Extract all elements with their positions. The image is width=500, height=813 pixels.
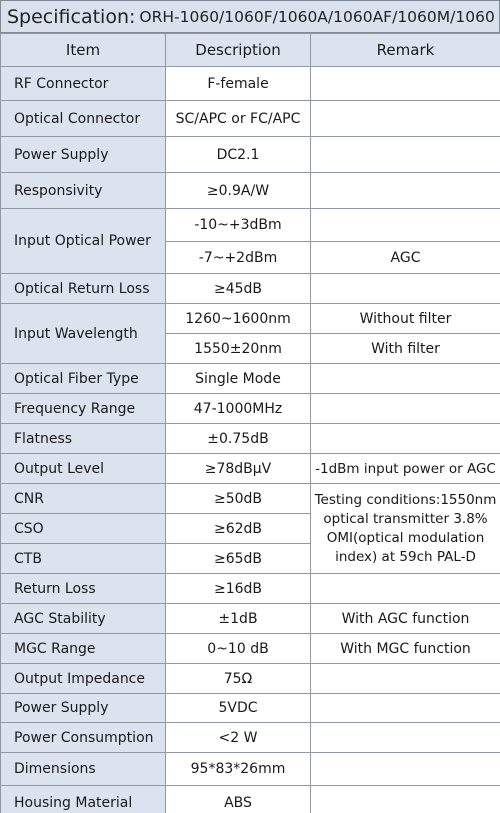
description-cell: 1260~1600nm <box>166 304 311 334</box>
table-row <box>1 634 500 664</box>
description-cell: 5VDC <box>166 694 311 723</box>
remark-cell <box>311 664 500 694</box>
item-cell: Power Supply <box>1 694 166 723</box>
description-cell: ≥45dB <box>166 274 311 304</box>
description-cell: ≥65dB <box>166 544 311 574</box>
description-cell: 75Ω <box>166 664 311 694</box>
header-item: Item <box>1 34 166 67</box>
item-cell: Optical Connector <box>1 101 166 137</box>
table-row <box>1 604 500 634</box>
description-cell: DC2.1 <box>166 137 311 173</box>
table-row <box>1 484 500 514</box>
header-remark: Remark <box>311 34 500 67</box>
remark-cell <box>311 101 500 137</box>
remark-cell <box>311 394 500 424</box>
description-cell: 0~10 dB <box>166 634 311 664</box>
table-row <box>1 101 500 137</box>
item-cell: Frequency Range <box>1 394 166 424</box>
description-cell: F-female <box>166 67 311 101</box>
spec-model-list: ORH-1060/1060F/1060A/1060AF/1060M/1060 <box>139 7 495 26</box>
item-cell: Dimensions <box>1 753 166 786</box>
item-cell: Optical Return Loss <box>1 274 166 304</box>
table-row <box>1 173 500 209</box>
remark-cell <box>311 137 500 173</box>
item-cell: Power Supply <box>1 137 166 173</box>
description-cell: ±1dB <box>166 604 311 634</box>
testing-conditions-remark: Testing conditions:1550nm optical transmitter 3.8% OMI(optical modulation index) at 59ch PAL-D <box>311 484 500 574</box>
item-cell: CTB <box>1 544 166 574</box>
table-row <box>1 67 500 101</box>
table-row <box>1 424 500 454</box>
remark-cell: AGC <box>311 242 500 274</box>
description-cell: SC/APC or FC/APC <box>166 101 311 137</box>
description-cell: ±0.75dB <box>166 424 311 454</box>
item-cell: CNR <box>1 484 166 514</box>
item-cell: Flatness <box>1 424 166 454</box>
remark-cell: -1dBm input power or AGC <box>311 454 500 484</box>
remark-cell <box>311 364 500 394</box>
item-cell: RF Connector <box>1 67 166 101</box>
description-cell: <2 W <box>166 723 311 753</box>
remark-cell <box>311 786 500 813</box>
table-row <box>1 364 500 394</box>
remark-cell <box>311 723 500 753</box>
remark-cell <box>311 209 500 242</box>
item-cell: Return Loss <box>1 574 166 604</box>
description-cell: -10~+3dBm <box>166 209 311 242</box>
description-cell: 47-1000MHz <box>166 394 311 424</box>
item-cell: Responsivity <box>1 173 166 209</box>
table-row <box>1 304 500 334</box>
table-row <box>1 694 500 723</box>
remark-cell: With MGC function <box>311 634 500 664</box>
item-cell: Input Optical Power <box>1 209 166 274</box>
item-cell: MGC Range <box>1 634 166 664</box>
remark-cell <box>311 574 500 604</box>
remark-cell <box>311 274 500 304</box>
table-row <box>1 274 500 304</box>
table-row <box>1 454 500 484</box>
item-cell: Power Consumption <box>1 723 166 753</box>
spec-title-label: Specification: <box>7 5 136 28</box>
table-row <box>1 137 500 173</box>
remark-cell <box>311 173 500 209</box>
header-row <box>1 34 500 67</box>
spec-title-bar <box>0 0 500 33</box>
remark-cell: With AGC function <box>311 604 500 634</box>
remark-cell <box>311 424 500 454</box>
table-row <box>1 723 500 753</box>
table-row <box>1 664 500 694</box>
description-cell: ≥78dBμV <box>166 454 311 484</box>
description-cell: ≥16dB <box>166 574 311 604</box>
table-row <box>1 574 500 604</box>
description-cell: ≥62dB <box>166 514 311 544</box>
item-cell: Optical Fiber Type <box>1 364 166 394</box>
remark-cell: With filter <box>311 334 500 364</box>
description-cell: -7~+2dBm <box>166 242 311 274</box>
remark-cell <box>311 753 500 786</box>
item-cell: Output Level <box>1 454 166 484</box>
description-cell: ABS <box>166 786 311 813</box>
remark-cell <box>311 694 500 723</box>
table-row <box>1 209 500 242</box>
item-cell: Input Wavelength <box>1 304 166 364</box>
remark-cell: Without filter <box>311 304 500 334</box>
item-cell: CSO <box>1 514 166 544</box>
item-cell: AGC Stability <box>1 604 166 634</box>
description-cell: ≥50dB <box>166 484 311 514</box>
header-description: Description <box>166 34 311 67</box>
table-row <box>1 394 500 424</box>
description-cell: 1550±20nm <box>166 334 311 364</box>
description-cell: ≥0.9A/W <box>166 173 311 209</box>
table-row <box>1 786 500 813</box>
description-cell: Single Mode <box>166 364 311 394</box>
item-cell: Housing Material <box>1 786 166 813</box>
description-cell: 95*83*26mm <box>166 753 311 786</box>
spec-table <box>0 33 500 813</box>
remark-cell <box>311 67 500 101</box>
item-cell: Output Impedance <box>1 664 166 694</box>
table-row <box>1 753 500 786</box>
